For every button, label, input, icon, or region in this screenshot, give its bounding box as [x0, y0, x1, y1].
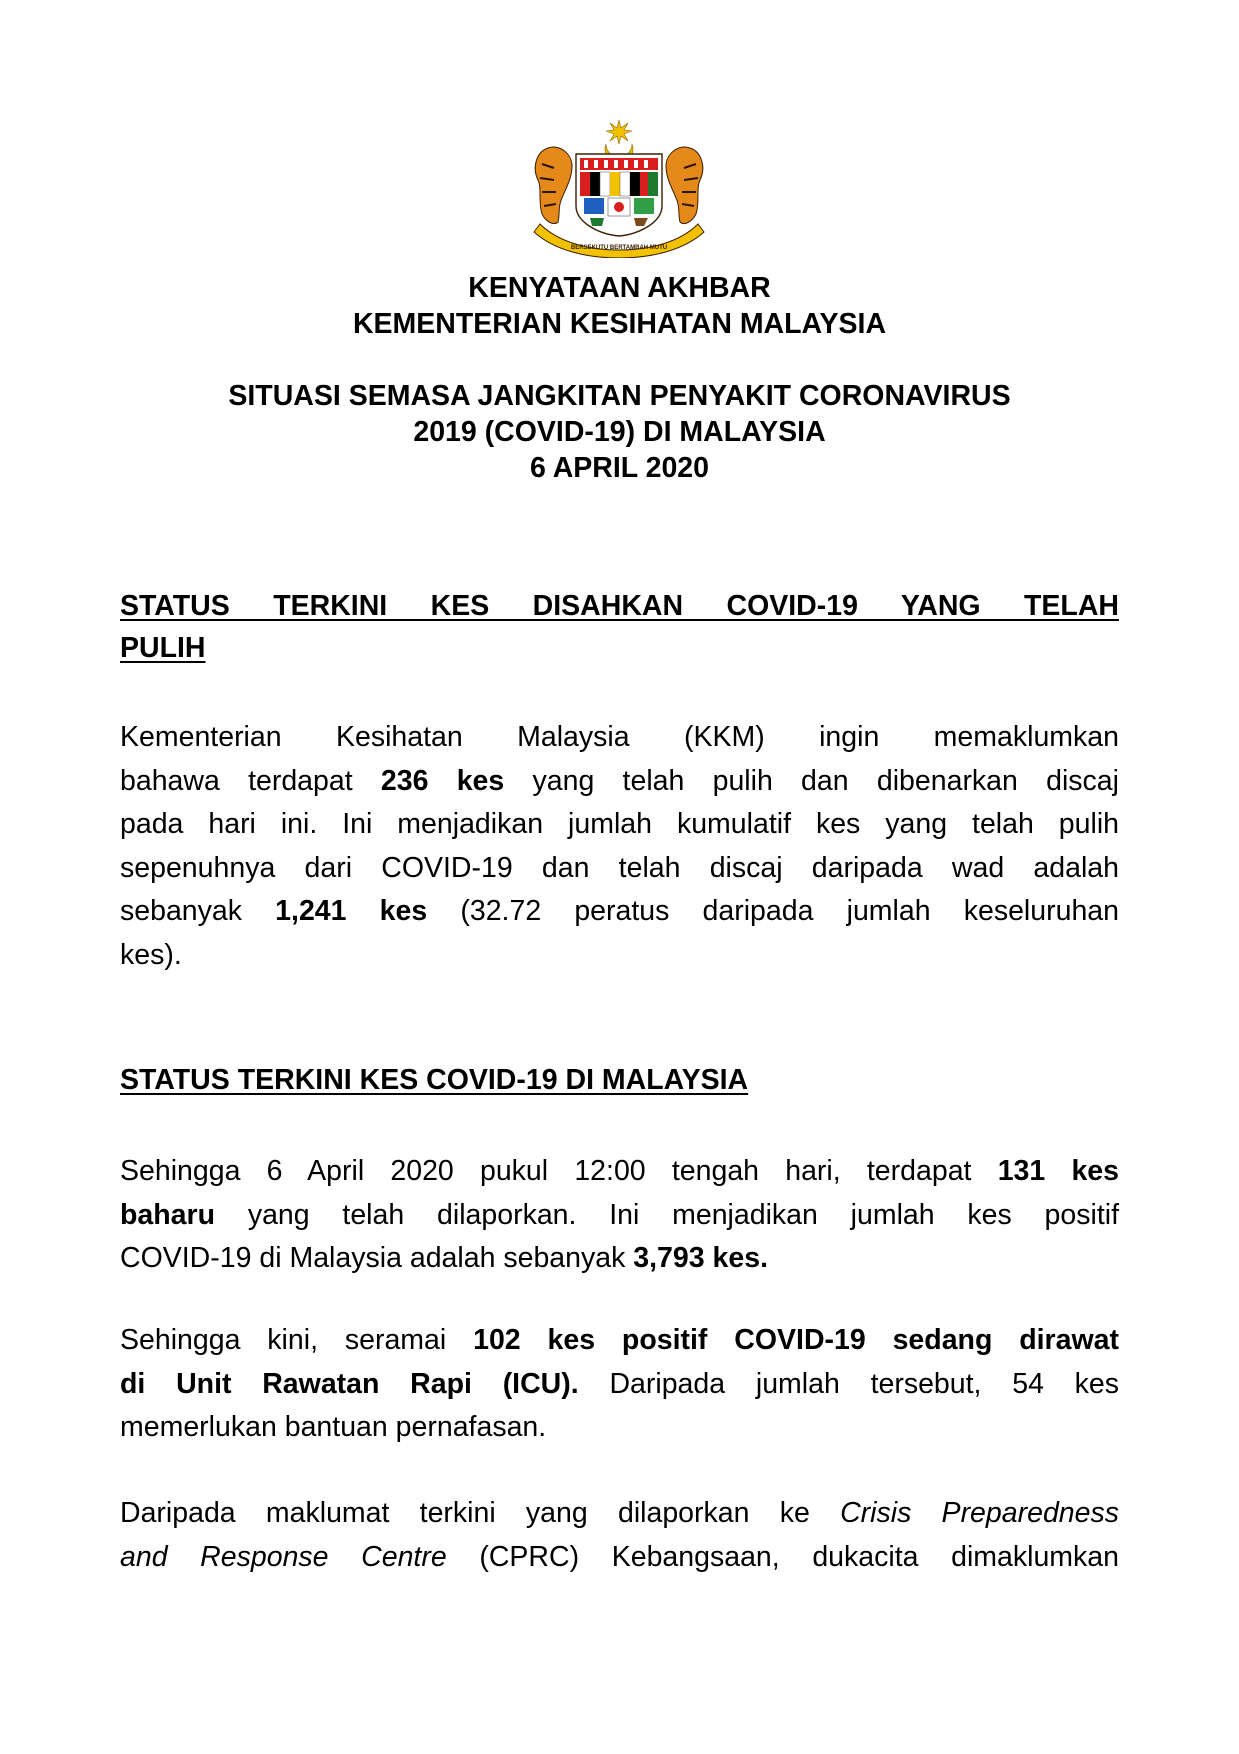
section-heading-recovered: STATUS TERKINI KES DISAHKAN COVID-19 YANG TELAH PULIH — [120, 590, 1119, 664]
section-heading-current-status: STATUS TERKINI KES COVID-19 DI MALAYSIA — [120, 1064, 749, 1096]
paragraph-icu: Sehingga kini, seramai 102 kes positif COVID-19 sedang dirawat di Unit Rawatan Rapi (ICU). Daripada jumlah tersebut, 54 kes memerlukan bantuan pernafasan. — [120, 1324, 1120, 1444]
press-release-subtitle — [120, 378, 1119, 486]
press-release-title — [120, 270, 1119, 342]
crest-motto: BERSEKUTU BERTAMBAH MUTU — [570, 245, 668, 251]
title-line-2: KEMENTERIAN KESIHATAN MALAYSIA — [352, 308, 887, 340]
paragraph-new-cases: Sehingga 6 April 2020 pukul 12:00 tengah hari, terdapat 131 kes baharu yang telah dilaporkan. Ini menjadikan jumlah kes positif COVID-19 di Malaysia adalah sebanyak 3,793 kes. — [120, 1155, 1120, 1275]
section-current-status — [120, 1059, 1119, 1101]
section-recovered — [120, 585, 1119, 669]
paragraph-cprc: Daripada maklumat terkini yang dilaporkan ke Crisis Preparedness and Response Centre (CPRC) Kebangsaan, dukacita dimaklumkan — [120, 1497, 1120, 1573]
subtitle-line-1: SITUASI SEMASA JANGKITAN PENYAKIT CORONAVIRUS — [228, 380, 1011, 412]
new-cases-count: 131 kes — [997, 1155, 1120, 1187]
release-date: 6 APRIL 2020 — [529, 452, 709, 484]
paragraph-recovered: Kementerian Kesihatan Malaysia (KKM) ingin memaklumkan bahawa terdapat 236 kes yang telah pulih dan dibenarkan discaj pada hari ini. Ini menjadikan jumlah kumulatif kes yang telah pulih sepenuhnya dari COVID-19 dan telah discaj daripada wad adalah sebanyak 1,241 kes (32.72 peratus daripada jumlah keseluruhan kes). — [120, 721, 1119, 971]
subtitle-line-2: 2019 (COVID-19) DI MALAYSIA — [413, 416, 826, 448]
title-line-1: KENYATAAN AKHBAR — [468, 272, 771, 304]
recovered-today-count: 236 kes — [380, 764, 505, 797]
malaysia-coat-of-arms-icon — [528, 118, 710, 258]
recovered-cumulative-count: 1,241 kes — [275, 895, 428, 928]
total-cases-count: 3,793 kes. — [633, 1242, 768, 1275]
icu-cases-count: 102 kes positif COVID-19 sedang dirawat — [473, 1324, 1120, 1356]
